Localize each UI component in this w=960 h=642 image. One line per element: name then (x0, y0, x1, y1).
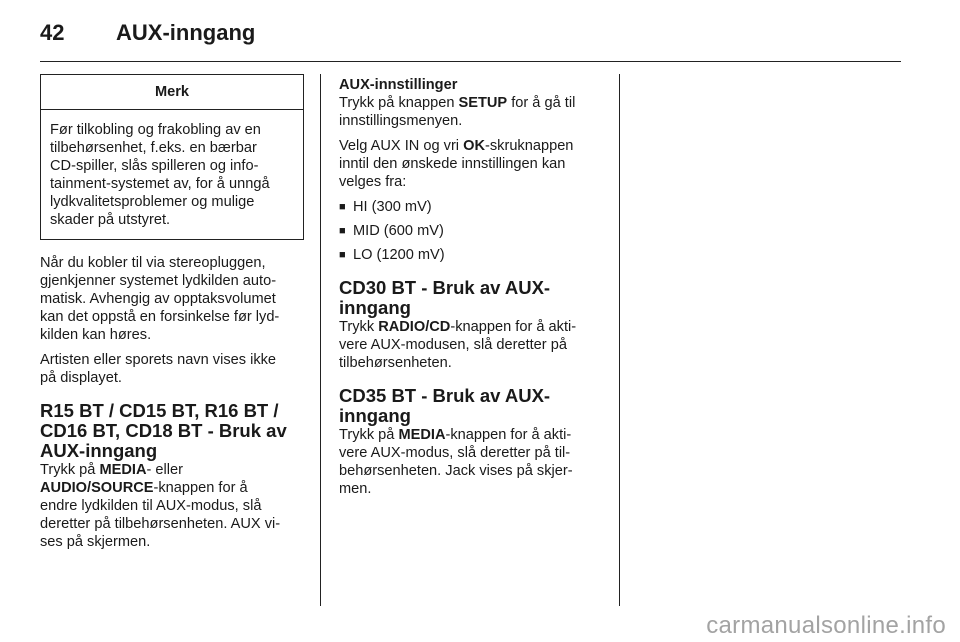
column-middle (339, 76, 605, 505)
paragraph-aux-in: Velg AUX IN og vri OK-skruknappen inntil den ønskede innstillingen kan velges fra: (339, 138, 574, 190)
paragraph-artist: Artisten eller sporets navn vises ikke på displayet. (40, 352, 277, 386)
key-audio-source: AUDIO/SOURCE (40, 480, 154, 496)
heading-r15-cd18: R15 BT / CD15 BT, R16 BT / CD16 BT, CD18 BT - Bruk av AUX-inngang (40, 400, 287, 461)
paragraph-cd35-instructions: Trykk på MEDIA-knappen for å akti- vere AUX-modus, slå deretter på til- behørsenheten. Jack vises på skjer- men. (339, 427, 573, 497)
page-title: AUX-inngang (116, 20, 256, 45)
bullet-icon: ■ (339, 249, 346, 261)
key-ok: OK (463, 138, 485, 154)
list-item: ■ HI (300 mV) (339, 199, 432, 215)
key-media: MEDIA (99, 462, 147, 478)
header-rule (40, 61, 901, 62)
aux-options-list (339, 198, 605, 264)
bullet-icon: ■ (339, 225, 346, 237)
key-radio-cd: RADIO/CD (378, 319, 451, 335)
paragraph-r15-instructions: Trykk på MEDIA- eller AUDIO/SOURCE-knappen for å endre lydkilden til AUX-modus, slå deretter på tilbehørsenheten. AUX vi- ses på skjermen. (40, 462, 281, 550)
column-left (40, 74, 304, 558)
page-number: 42 (40, 20, 65, 45)
paragraph-setup: Trykk på knappen SETUP for å gå til innstillingsmenyen. (339, 95, 576, 129)
note-body: Før tilkobling og frakobling av en tilbehørsenhet, f.eks. en bærbar CD-spiller, slås spilleren og info- tainment-systemet av, for å unngå lydkvalitetsproblemer og mulige skader på utstyret. (50, 122, 270, 228)
paragraph-cd30-instructions: Trykk RADIO/CD-knappen for å akti- vere AUX-modusen, slå deretter på tilbehørsenheten. (339, 319, 577, 371)
key-setup: SETUP (458, 95, 508, 111)
subheading-aux-settings: AUX-innstillinger (339, 77, 458, 93)
column-divider-left (320, 74, 321, 606)
list-item: ■ MID (600 mV) (339, 223, 444, 239)
heading-cd30: CD30 BT - Bruk av AUX- inngang (339, 277, 551, 318)
column-divider-right (619, 74, 620, 606)
heading-cd35: CD35 BT - Bruk av AUX- inngang (339, 385, 551, 426)
note-title: Merk (41, 75, 303, 110)
bullet-icon: ■ (339, 201, 346, 213)
list-item: ■ LO (1200 mV) (339, 247, 445, 263)
note-box (40, 74, 304, 240)
key-media-cd35: MEDIA (398, 427, 446, 443)
paragraph-stereo-plug: Når du kobler til via stereopluggen, gjenkjenner systemet lydkilden auto- matisk. Avhengig av opptaksvolumet kan det oppstå en forsinkelse før lyd- kilden kan høres. (40, 255, 280, 343)
watermark: carmanualsonline.info (706, 612, 946, 639)
